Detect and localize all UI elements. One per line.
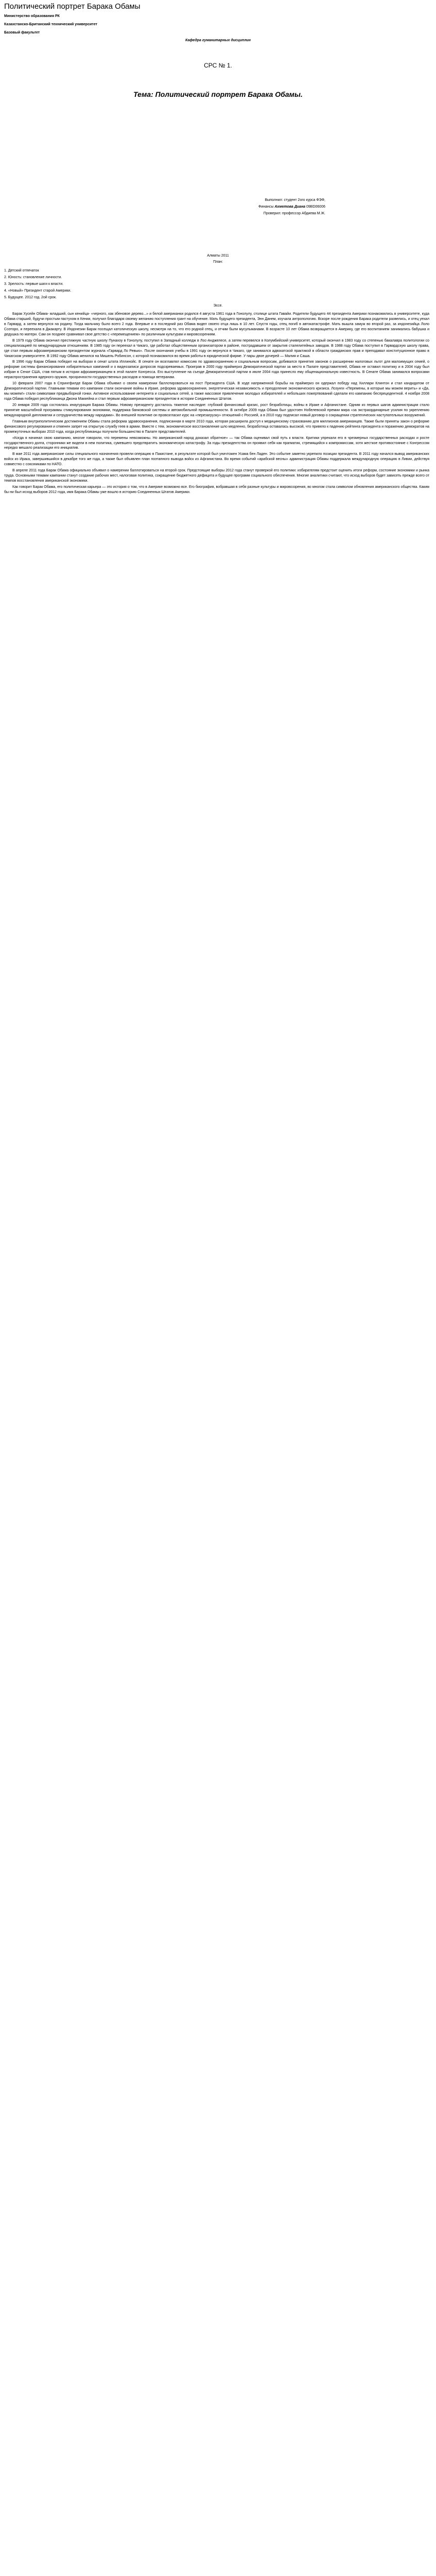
city-year: Алматы 2011 bbox=[207, 254, 229, 258]
plan-item: 1. Детский отпечаток bbox=[4, 269, 39, 273]
srs-number: СРС № 1. bbox=[204, 62, 232, 69]
essay-paragraph: «Когда я начинал свою кампанию, многие говорили, что перемены невозможны. Но американский народ доказал обратное» — так Обама оценивал свой путь к власти. Критики упрекали его в чрезмерных государственных расходах и росте государственного долга, сторонники же видели в нем политика, сумевшего предотвратить экономическую катастрофу. За годы президентства он проявил себя как прагматик, стремящийся к компромиссам, хотя жесткое противостояние с Конгрессом нередко мешало реализации его инициатив. bbox=[4, 436, 429, 450]
plan-title: План: bbox=[213, 260, 223, 264]
plan-item: 3. Зрелость: первые шаги к власти. bbox=[4, 282, 64, 286]
author-speciality: Финансы bbox=[258, 205, 274, 209]
essay-paragraph: 20 января 2009 года состоялась инаугурация Барака Обамы. Новому президенту досталось тяжелое наследие: глубокий финансовый кризис, рост безработицы, войны в Ираке и Афганистане. Одним из первых шагов администрации стало принятие масштабной программы стимулирования экономики, поддержка банковской системы и автомобильной промышленности. В октябре 2009 года Обама был удостоен Нобелевской премии мира «за экстраординарные усилия по укреплению международной дипломатии и сотрудничества между народами». Во внешней политике он провозгласил курс на «перезагрузку» отношений с Россией, а в 2010 году подписал новый договор о сокращении стратегических наступательных вооружений. bbox=[4, 403, 429, 417]
ministry-line: Министерство образования РК bbox=[4, 14, 60, 18]
essay-paragraph: В 1996 году Барак Обама победил на выборах в сенат штата Иллинойс. В сенате он возглавлял комиссию по здравоохранению и социальным вопросам, добивался принятия законов о расширении налоговых льгот для малоимущих семей, о реформе системы финансирования избирательных кампаний и о видеозаписи допросов подозреваемых. Проиграв в 2000 году праймериз Демократической партии за место в Палате представителей, Обама не оставил политику и в 2004 году был избран в Сенат США, став пятым в истории афроамериканцем в этой палате Конгресса. Его выступление на съезде Демократической партии в июле 2004 года принесло ему общенациональную известность. В Сенате Обама занимался вопросами нераспространения ядерного оружия, прозрачности государственных расходов и помощи ветеранам. bbox=[4, 360, 429, 380]
author-name: Ахметова Диана bbox=[274, 205, 306, 209]
essay-title: Эссе. bbox=[213, 304, 223, 308]
plan-item: 2. Юность: становление личности. bbox=[4, 276, 62, 279]
plan-item: 4. «Новый» Президент старой Америки. bbox=[4, 289, 72, 293]
essay-paragraph: 10 февраля 2007 года в Спрингфилде Барак Обама объявил о своем намерении баллотироваться на пост Президента США. В ходе напряженной борьбы на праймериз он одержал победу над Хиллари Клинтон и стал кандидатом от Демократической партии. Главными темами его кампании стали окончание войны в Ираке, реформа здравоохранения, энергетическая независимость и преодоление экономического кризиса. Лозунги «Перемены, в которые мы можем верить» и «Да, мы можем!» стали символами предвыборной гонки. Активное использование интернета и социальных сетей, а также массовое привлечение молодых избирателей и небольших пожертвований сделали его кампанию беспрецедентной. 4 ноября 2008 года Обама победил республиканца Джона Маккейна и стал первым афроамериканским президентом в истории Соединенных Штатов. bbox=[4, 382, 429, 401]
author-line-1: Выполнил: студент 2ого курса ФЭФ, bbox=[265, 198, 325, 202]
essay-paragraph: В мае 2011 года американские силы специального назначения провели операцию в Пакистане, в результате которой был уничтожен Усама бен Ладен. Это событие заметно укрепило позиции президента. В 2011 году начался вывод американских войск из Ирака, завершившийся в декабре того же года, а также был объявлен план поэтапного вывода войск из Афганистана. Во время событий «арабской весны» администрация Обамы поддержала международную операцию в Ливии, действуя совместно с союзниками по НАТО. bbox=[4, 452, 429, 467]
university-line: Казахстанско-Британский технический университет bbox=[4, 23, 97, 26]
author-line-2 bbox=[258, 205, 325, 209]
author-line-3: Проверил: профессор Абдиева М.Ж. bbox=[263, 212, 325, 215]
essay-theme: Тема: Политический портрет Барака Обамы. bbox=[133, 90, 303, 98]
essay-paragraph: В 1979 году Обама окончил престижную частную школу Пунахоу в Гонолулу, поступил в Западный колледж в Лос-Анджелесе, а затем перевелся в Колумбийский университет, который окончил в 1983 году со степенью бакалавра политологии со специализацией по международным отношениям. В 1985 году он переехал в Чикаго, где работал общественным организатором в районе, пострадавшем от закрытия сталелитейных заводов. В 1988 году Обама поступил в Гарвардскую школу права, где стал первым афроамериканским президентом журнала «Гарвард Ло Ревью». После окончания учебы в 1991 году он вернулся в Чикаго, где занимался адвокатской практикой в области гражданских прав и преподавал конституционное право в Чикагском университете. В 1992 году Обама женился на Мишель Робинсон, с которой познакомился во время работы в юридической фирме. У пары двое дочерей — Малия и Саша. bbox=[4, 338, 429, 358]
page-title: Политический портрет Барака Обамы bbox=[4, 2, 141, 11]
essay-paragraph: В апреле 2011 года Барак Обама официально объявил о намерении баллотироваться на второй срок. Предстоящие выборы 2012 года станут проверкой его политики: избирателям предстоит оценить итоги реформ, состояние экономики и рынка труда. Основными темами кампании станут создание рабочих мест, налоговая политика, сокращение бюджетного дефицита и будущее программ социального обеспечения. Многие аналитики считают, что исход выборов будет зависеть прежде всего от темпов восстановления американской экономики. bbox=[4, 469, 429, 483]
plan-item: 5. Будущее. 2012 год. 2ой срок. bbox=[4, 296, 57, 299]
department-line: Кафедра гуманитарных дисциплин bbox=[185, 39, 251, 42]
essay-paragraph: Главным внутриполитическим достижением Обамы стала реформа здравоохранения, подписанная в марте 2010 года, которая расширила доступ к медицинскому страхованию для миллионов американцев. Также были приняты закон о реформе финансового регулирования и отменен запрет на открытую службу геев в армии. Вместе с тем, экономическое восстановление шло медленно, безработица оставалась высокой, что привело к падению рейтинга президента и поражению демократов на промежуточных выборах 2010 года, когда республиканцы получили большинство в Палате представителей. bbox=[4, 419, 429, 434]
essay-body bbox=[4, 312, 429, 496]
essay-paragraph: Барак Хусейн Обама- младший, сын кенийца- «черного, как эбеновое дерево...» и белой американки родился 4 августа 1961 года в Гонолулу, столице штата Гавайи. Родители будущего 44 президента Америки познакомились в университете, куда Обама старший, будучи простым пастухом в Кении, получил благодаря своему желанию поступления грант на обучение. Мать будущего президента, Энн Данем, изучала антропологию. Вскоре после рождения Барака родители развелись, и отец уехал в Гарвард, а затем вернулся на родину. Тогда мальчику было всего 2 года. Впервые и в последний раз Обама видел своего отца лишь в 10 лет. Спустя годы, отец погиб в автокатастрофе. Мать вышла замуж во второй раз, за индонезийца Лоло Соэторо, и переехала в Джакарту. В Индонезии Барак посещал католическую школу, несмотря на то, что его родной отец, и отчим были мусульманами. В возрасте 10 лет Обама возвращается в Америку, где его воспитанием занимались бабушка и дедушка по матери. Сам он позднее сравнивал свое детство с «перемещением» по различным культурам и мировоззрениям. bbox=[4, 312, 429, 336]
author-id: 09BD06006 bbox=[306, 205, 325, 209]
essay-paragraph: Как говорит Барак Обама, его политическая карьера — это история о том, что в Америке возможно все. Его биография, вобравшая в себя разные культуры и мировоззрения, во многом стала символом обновления американского общества. Каким бы ни был исход выборов 2012 года, имя Барака Обамы уже вошло в историю Соединенных Штатов Америки. bbox=[4, 485, 429, 494]
faculty-line: Базовый факультет bbox=[4, 31, 40, 35]
